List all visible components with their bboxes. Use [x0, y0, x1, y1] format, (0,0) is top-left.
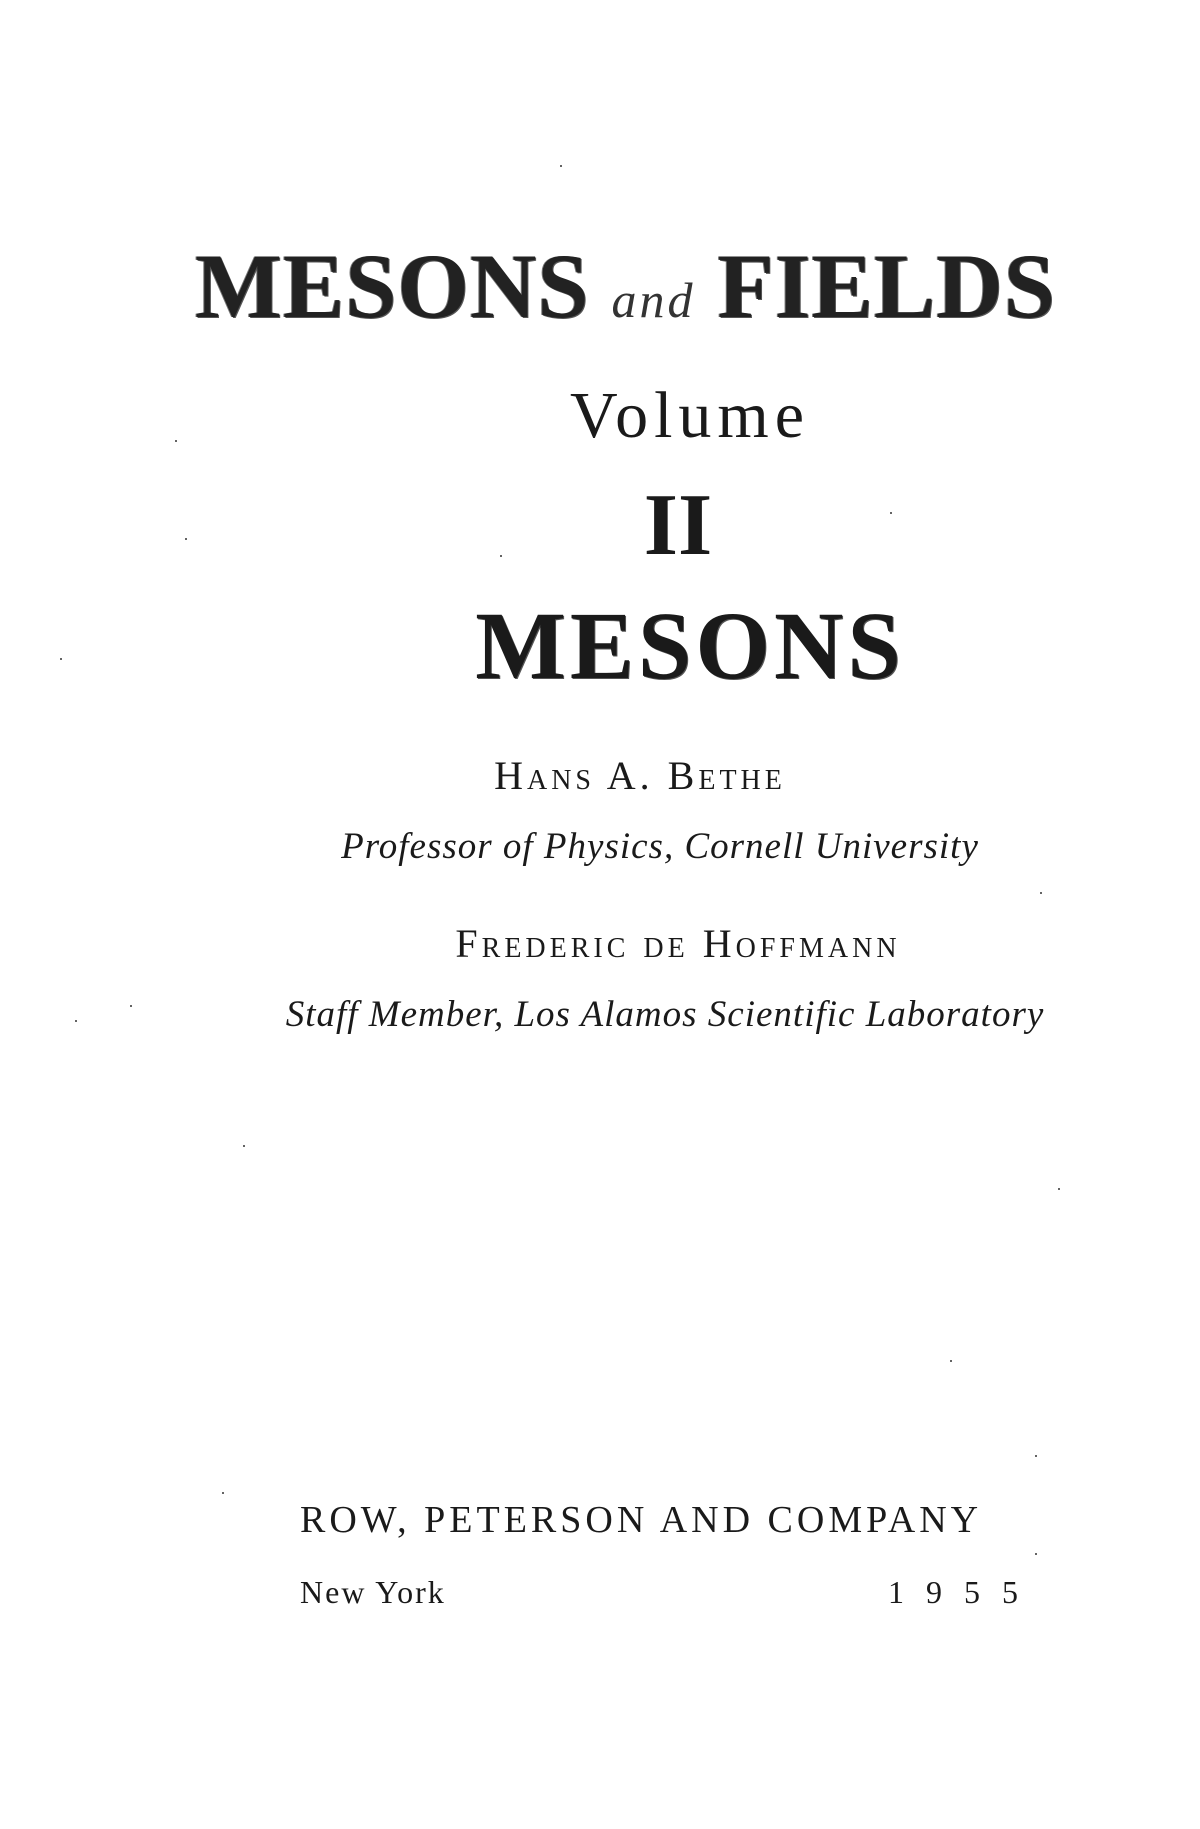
scan-speck: [60, 658, 62, 660]
scan-speck: [500, 555, 502, 557]
scan-speck: [75, 1020, 77, 1022]
author-affiliation-2: Staff Member, Los Alamos Scientific Laboratory: [285, 994, 1045, 1035]
scan-speck: [1035, 1553, 1037, 1555]
scan-speck: [243, 1145, 245, 1147]
scan-speck: [222, 1492, 224, 1494]
scan-speck: [1035, 1455, 1037, 1457]
scan-speck: [1040, 892, 1042, 894]
scan-speck: [950, 1360, 952, 1362]
volume-label: Volume: [569, 379, 811, 452]
book-title-conjunction: and: [611, 272, 696, 328]
publisher-place: New York: [300, 1574, 446, 1610]
volume-number: II: [643, 477, 713, 574]
scan-speck: [185, 538, 187, 540]
scan-speck: [560, 165, 562, 167]
publication-year: 1955: [888, 1574, 1040, 1610]
scan-speck: [890, 512, 892, 514]
book-title: [195, 235, 1155, 337]
scan-speck: [130, 1005, 132, 1007]
scan-speck: [1058, 1188, 1060, 1190]
author-name-1: Hans A. Bethe: [494, 753, 786, 798]
book-title-word-1: MESONS: [195, 235, 590, 337]
book-title-word-2: FIELDS: [717, 235, 1056, 337]
author-affiliation-1: Professor of Physics, Cornell University: [341, 826, 979, 867]
scan-speck: [175, 440, 177, 442]
author-name-2: Frederic de Hoffmann: [455, 921, 901, 966]
volume-subtitle: MESONS: [475, 592, 905, 699]
publisher-name: ROW, PETERSON AND COMPANY: [300, 1499, 983, 1541]
